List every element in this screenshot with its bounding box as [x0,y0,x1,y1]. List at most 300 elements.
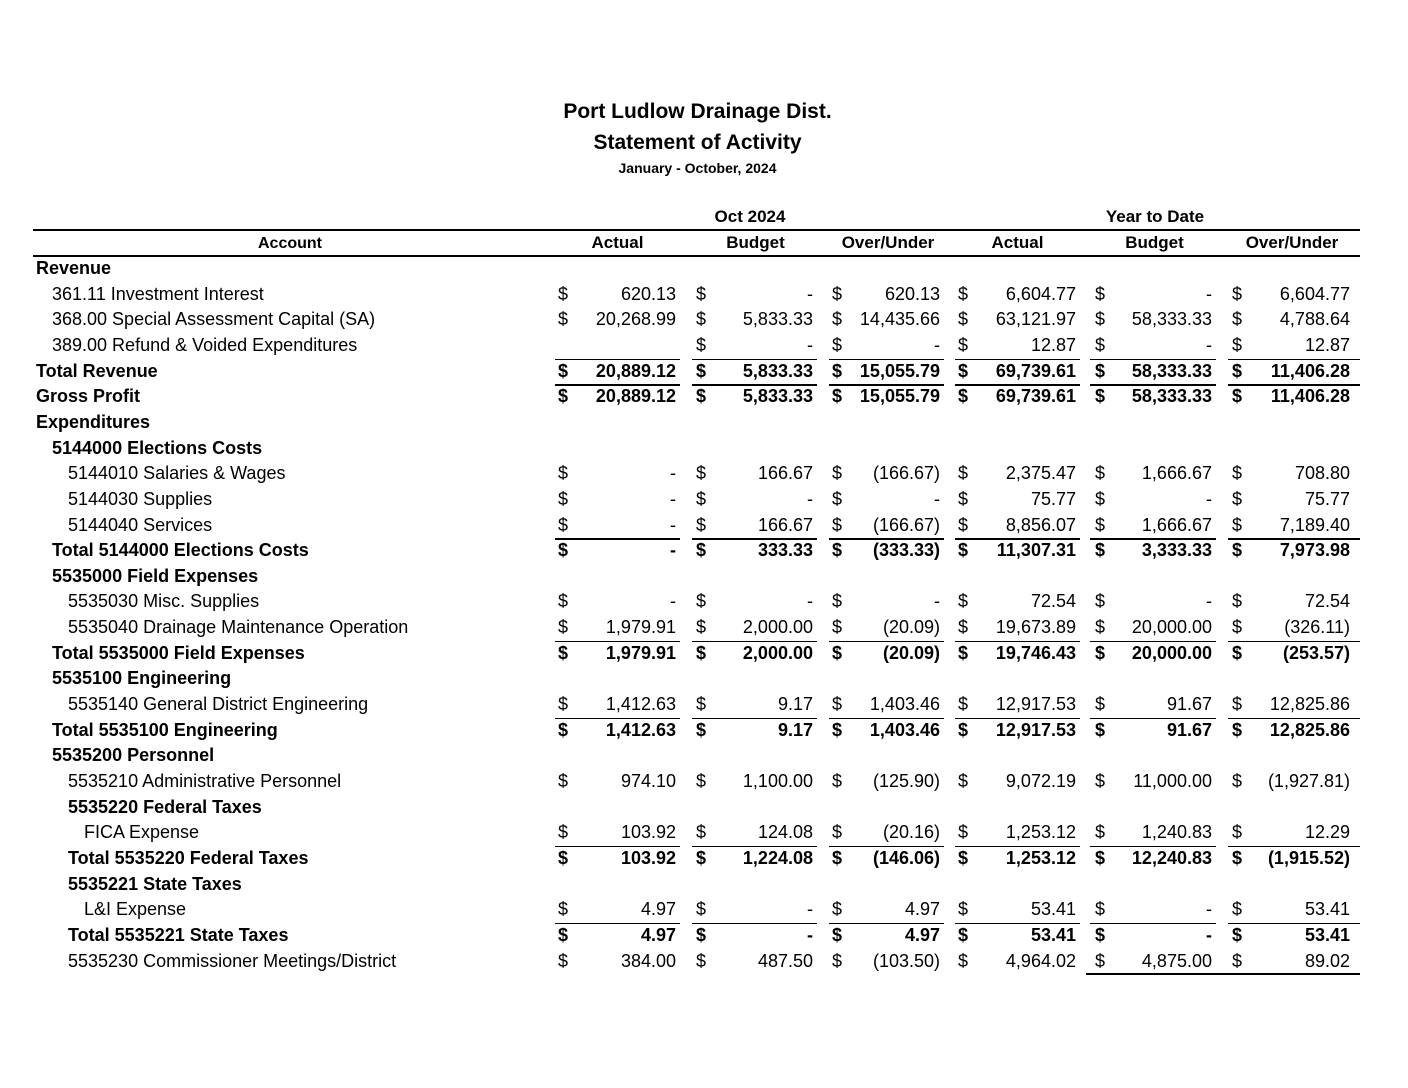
actual-value: - [670,514,676,535]
total-row [0,718,1408,743]
account-name: 5144000 Elections Costs [52,437,263,458]
over-under-value: (20.09) [882,642,940,663]
account-name: Total 5535100 Engineering [52,719,278,740]
total-rule [692,538,817,540]
table-row [0,513,1408,538]
ytd-actual-currency-symbol: $ [958,283,969,304]
total-rule [692,718,817,720]
total-rule [829,641,944,643]
total-row [0,538,1408,563]
total-rule [1090,641,1216,643]
ytd-over-under-value: (1,915.52) [1267,847,1350,868]
total-row [0,384,1408,409]
total-rule [555,641,680,643]
total-rule [1228,641,1360,643]
ytd-actual-value: 53.41 [1030,924,1076,945]
col-header-actual: Actual [591,233,644,252]
over-under-value: (20.09) [882,617,940,638]
ytd-actual-currency-symbol: $ [958,463,969,484]
ytd-budget-currency-symbol: $ [1095,617,1106,638]
budget-value: 5,833.33 [742,360,813,381]
over-under-value: (166.67) [872,463,940,484]
over-under-currency-symbol: $ [832,950,843,971]
section-header-row [0,872,1408,897]
budget-currency-symbol: $ [696,719,707,740]
ytd-over-under-currency-symbol: $ [1232,642,1243,663]
ytd-over-under-value: (1,927.81) [1267,771,1350,791]
account-name: Total 5535221 State Taxes [68,924,289,945]
ytd-actual-currency-symbol: $ [958,386,969,407]
ytd-over-under-currency-symbol: $ [1232,360,1243,381]
ytd-budget-currency-symbol: $ [1095,694,1106,715]
budget-currency-symbol: $ [696,591,707,612]
ytd-over-under-value: 12,825.86 [1269,719,1350,740]
ytd-over-under-value: 12,825.86 [1269,694,1350,715]
over-under-currency-symbol: $ [832,822,843,843]
ytd-actual-value: 12,917.53 [995,719,1076,740]
ytd-budget-value: 58,333.33 [1131,360,1212,381]
over-under-currency-symbol: $ [832,924,843,945]
ytd-actual-value: 12.87 [1030,334,1076,355]
ytd-actual-value: 72.54 [1030,591,1076,612]
ytd-budget-currency-symbol: $ [1095,899,1106,920]
budget-currency-symbol: $ [696,694,707,715]
budget-value: - [807,924,813,945]
ytd-actual-currency-symbol: $ [958,334,969,355]
budget-value: 9.17 [777,694,813,715]
total-rule [1228,384,1360,386]
budget-value: 2,000.00 [742,617,813,638]
actual-currency-symbol: $ [558,899,569,920]
ytd-actual-currency-symbol: $ [958,488,969,509]
over-under-currency-symbol: $ [832,514,843,535]
ytd-actual-value: 4,964.02 [1005,950,1076,971]
ytd-budget-value: 91.67 [1166,719,1212,740]
budget-value: - [807,334,813,355]
ytd-over-under-currency-symbol: $ [1232,899,1243,920]
actual-currency-symbol: $ [558,360,569,381]
actual-currency-symbol: $ [558,386,569,407]
ytd-actual-currency-symbol: $ [958,309,969,330]
section-header-row [0,436,1408,461]
actual-value: 20,889.12 [595,360,676,381]
ytd-over-under-currency-symbol: $ [1232,591,1243,612]
account-name: Expenditures [36,411,151,432]
total-rule [555,846,680,848]
ytd-actual-currency-symbol: $ [958,719,969,740]
ytd-over-under-currency-symbol: $ [1232,617,1243,638]
ytd-budget-value: 3,333.33 [1141,540,1212,561]
budget-currency-symbol: $ [696,463,707,484]
ytd-budget-value: - [1206,924,1212,945]
ytd-budget-value: 4,875.00 [1141,950,1212,971]
ytd-over-under-currency-symbol: $ [1232,283,1243,304]
section-header-row [0,256,1408,281]
actual-value: - [670,463,676,484]
budget-currency-symbol: $ [696,514,707,535]
over-under-value: 620.13 [884,283,940,304]
ytd-budget-currency-symbol: $ [1095,924,1106,945]
over-under-currency-symbol: $ [832,283,843,304]
ytd-budget-value: 1,666.67 [1141,463,1212,484]
over-under-currency-symbol: $ [832,360,843,381]
col-header-ytd-over-under: Over/Under [1245,233,1339,252]
table-row [0,333,1408,358]
ytd-budget-value: - [1206,591,1212,612]
total-rule [1090,384,1216,386]
actual-value: 384.00 [620,950,676,971]
ytd-actual-currency-symbol: $ [958,360,969,381]
ytd-over-under-currency-symbol: $ [1232,719,1243,740]
total-row [0,846,1408,871]
over-under-value: - [934,488,940,509]
ytd-actual-value: 75.77 [1030,488,1076,509]
actual-currency-symbol: $ [558,463,569,484]
over-under-currency-symbol: $ [832,591,843,612]
col-header-ytd-actual: Actual [991,233,1044,252]
actual-currency-symbol: $ [558,771,569,791]
over-under-value: (20.16) [882,822,940,843]
account-name: 389.00 Refund & Voided Expenditures [52,334,358,355]
ytd-budget-value: 20,000.00 [1131,617,1212,638]
account-name: Total 5144000 Elections Costs [52,540,309,561]
over-under-value: 1,403.46 [869,694,940,715]
ytd-budget-value: - [1206,283,1212,304]
total-rule [1228,846,1360,848]
actual-value: - [670,540,676,561]
actual-value: 20,889.12 [595,386,676,407]
total-rule [555,359,680,361]
account-name: Gross Profit [36,386,141,407]
over-under-currency-symbol: $ [832,899,843,920]
ytd-budget-currency-symbol: $ [1095,771,1106,791]
ytd-budget-currency-symbol: $ [1095,309,1106,330]
total-rule [955,923,1080,925]
budget-value: 5,833.33 [742,386,813,407]
ytd-budget-value: 58,333.33 [1131,309,1212,330]
report-subtitle: Statement of Activity [593,131,802,154]
actual-value: 103.92 [620,822,676,843]
over-under-value: 4.97 [904,899,940,920]
budget-currency-symbol: $ [696,822,707,843]
ytd-actual-value: 6,604.77 [1005,283,1076,304]
ytd-actual-currency-symbol: $ [958,771,969,791]
ytd-over-under-currency-symbol: $ [1232,309,1243,330]
table-row [0,461,1408,486]
total-rule [692,641,817,643]
total-rule [955,846,1080,848]
col-header-budget: Budget [726,233,785,252]
total-rule [1228,923,1360,925]
ytd-closing-rule [1086,973,1360,975]
ytd-over-under-value: 72.54 [1304,591,1350,612]
total-rule [692,359,817,361]
over-under-currency-symbol: $ [832,694,843,715]
ytd-actual-currency-symbol: $ [958,694,969,715]
budget-currency-symbol: $ [696,899,707,920]
ytd-over-under-currency-symbol: $ [1232,540,1243,561]
ytd-actual-value: 1,253.12 [1005,822,1076,843]
ytd-over-under-value: 11,406.28 [1270,360,1350,381]
section-header-row [0,795,1408,820]
total-rule [955,538,1080,540]
account-name: L&I Expense [84,899,187,920]
ytd-budget-currency-symbol: $ [1095,514,1106,535]
over-under-value: (103.50) [872,950,940,971]
ytd-budget-currency-symbol: $ [1095,822,1106,843]
budget-currency-symbol: $ [696,488,707,509]
budget-value: 487.50 [757,950,813,971]
budget-value: 124.08 [757,822,813,843]
ytd-over-under-value: 53.41 [1304,924,1350,945]
over-under-currency-symbol: $ [832,463,843,484]
over-under-value: 14,435.66 [859,309,940,330]
actual-value: 1,412.63 [605,694,676,715]
budget-currency-symbol: $ [696,950,707,971]
table-row [0,897,1408,922]
over-under-currency-symbol: $ [832,771,843,791]
account-name: 368.00 Special Assessment Capital (SA) [52,309,376,330]
account-name: 5144030 Supplies [68,488,213,509]
ytd-budget-value: 1,666.67 [1141,514,1212,535]
section-header-row [0,564,1408,589]
ytd-budget-currency-symbol: $ [1095,847,1106,868]
budget-currency-symbol: $ [696,360,707,381]
ytd-over-under-value: 6,604.77 [1279,283,1350,304]
ytd-budget-value: 1,240.83 [1141,822,1212,843]
over-under-currency-symbol: $ [832,847,843,868]
total-rule [955,359,1080,361]
header-top-rule [33,229,1360,231]
table-row [0,692,1408,717]
total-row [0,923,1408,948]
account-name: 5535140 General District Engineering [68,694,369,715]
ytd-budget-value: - [1206,899,1212,920]
total-rule [955,384,1080,386]
ytd-budget-value: - [1206,488,1212,509]
ytd-actual-currency-symbol: $ [958,899,969,920]
col-header-ytd-budget: Budget [1125,233,1184,252]
budget-value: 166.67 [757,514,813,535]
report-title: Port Ludlow Drainage Dist. [563,100,832,123]
actual-value: 1,979.91 [605,642,676,663]
ytd-over-under-currency-symbol: $ [1232,386,1243,407]
over-under-value: 1,403.46 [869,719,940,740]
actual-value: - [670,591,676,612]
total-rule [829,384,944,386]
total-rule [1090,846,1216,848]
ytd-actual-currency-symbol: $ [958,950,969,971]
ytd-budget-currency-symbol: $ [1095,334,1106,355]
total-rule [555,923,680,925]
ytd-over-under-currency-symbol: $ [1232,771,1243,791]
actual-currency-symbol: $ [558,488,569,509]
budget-currency-symbol: $ [696,617,707,638]
ytd-actual-value: 53.41 [1030,899,1076,920]
group-header-month: Oct 2024 [714,207,786,226]
total-rule [1228,359,1360,361]
ytd-budget-value: - [1206,334,1212,355]
account-name: 361.11 Investment Interest [52,283,264,304]
total-rule [1228,538,1360,540]
budget-value: - [807,899,813,920]
ytd-over-under-value: 11,406.28 [1270,386,1350,407]
actual-currency-symbol: $ [558,642,569,663]
ytd-budget-value: 12,240.83 [1131,847,1212,868]
budget-value: 5,833.33 [742,309,813,330]
budget-value: 9.17 [777,719,813,740]
over-under-value: - [934,591,940,612]
ytd-budget-currency-symbol: $ [1095,283,1106,304]
actual-value: 4.97 [640,924,676,945]
table-row [0,769,1408,794]
account-name: Total 5535000 Field Expenses [52,642,305,663]
ytd-over-under-currency-symbol: $ [1232,822,1243,843]
total-rule [692,384,817,386]
account-name: Revenue [36,258,112,278]
ytd-actual-value: 2,375.47 [1005,463,1076,484]
account-name: Total 5535220 Federal Taxes [68,847,309,868]
ytd-over-under-value: 7,189.40 [1279,514,1350,535]
account-name: 5535230 Commissioner Meetings/District [68,950,397,971]
ytd-actual-value: 19,746.43 [995,642,1076,663]
table-row [0,282,1408,307]
total-rule [829,538,944,540]
ytd-actual-value: 8,856.07 [1005,514,1076,535]
actual-value: 20,268.99 [595,309,676,330]
total-rule [829,359,944,361]
account-name: 5144040 Services [68,514,213,535]
total-rule [555,718,680,720]
ytd-budget-currency-symbol: $ [1095,386,1106,407]
ytd-actual-currency-symbol: $ [958,617,969,638]
budget-value: 2,000.00 [742,642,813,663]
total-rule [829,923,944,925]
ytd-budget-currency-symbol: $ [1095,488,1106,509]
ytd-actual-currency-symbol: $ [958,591,969,612]
account-name: FICA Expense [84,822,200,843]
actual-currency-symbol: $ [558,822,569,843]
account-name: 5535000 Field Expenses [52,565,259,586]
ytd-budget-currency-symbol: $ [1095,719,1106,740]
ytd-over-under-value: 708.80 [1294,463,1350,484]
over-under-currency-symbol: $ [832,617,843,638]
table-row [0,589,1408,614]
over-under-value: (125.90) [872,771,940,791]
table-row [0,820,1408,845]
ytd-actual-value: 63,121.97 [995,309,1076,330]
budget-currency-symbol: $ [696,283,707,304]
ytd-over-under-currency-symbol: $ [1232,950,1243,971]
actual-currency-symbol: $ [558,309,569,330]
table-row [0,615,1408,640]
over-under-value: 4.97 [904,924,940,945]
ytd-actual-value: 1,253.12 [1005,847,1076,868]
budget-currency-symbol: $ [696,847,707,868]
budget-value: 1,100.00 [742,771,813,791]
ytd-over-under-value: 4,788.64 [1279,309,1350,330]
actual-value: 4.97 [640,899,676,920]
budget-currency-symbol: $ [696,386,707,407]
total-rule [1090,923,1216,925]
over-under-value: (333.33) [872,540,940,561]
ytd-budget-value: 20,000.00 [1131,642,1212,663]
account-name: 5535221 State Taxes [68,873,242,894]
total-row [0,359,1408,384]
col-header-over-under: Over/Under [841,233,935,252]
section-header-row [0,666,1408,691]
actual-value: 1,979.91 [605,617,676,638]
actual-currency-symbol: $ [558,540,569,561]
actual-currency-symbol: $ [558,694,569,715]
actual-currency-symbol: $ [558,950,569,971]
ytd-actual-currency-symbol: $ [958,642,969,663]
ytd-over-under-currency-symbol: $ [1232,514,1243,535]
over-under-value: (146.06) [872,847,940,868]
over-under-currency-symbol: $ [832,540,843,561]
ytd-over-under-currency-symbol: $ [1232,463,1243,484]
table-row [0,307,1408,332]
ytd-budget-currency-symbol: $ [1095,950,1106,971]
ytd-budget-currency-symbol: $ [1095,591,1106,612]
budget-currency-symbol: $ [696,771,707,791]
section-header-row [0,743,1408,768]
ytd-budget-currency-symbol: $ [1095,540,1106,561]
actual-currency-symbol: $ [558,514,569,535]
budget-value: - [807,283,813,304]
account-name: 5535220 Federal Taxes [68,796,262,817]
actual-currency-symbol: $ [558,591,569,612]
ytd-actual-value: 11,307.31 [996,540,1076,561]
over-under-currency-symbol: $ [832,386,843,407]
account-name: 5535210 Administrative Personnel [68,771,342,791]
ytd-actual-currency-symbol: $ [958,847,969,868]
total-row [0,641,1408,666]
budget-value: 1,224.08 [742,847,813,868]
ytd-actual-currency-symbol: $ [958,514,969,535]
total-rule [1090,538,1216,540]
group-header-ytd: Year to Date [1105,207,1205,226]
actual-currency-symbol: $ [558,847,569,868]
budget-currency-symbol: $ [696,924,707,945]
account-name: 5535030 Misc. Supplies [68,591,260,612]
ytd-actual-currency-symbol: $ [958,924,969,945]
ytd-over-under-currency-symbol: $ [1232,847,1243,868]
account-name: 5144010 Salaries & Wages [68,463,286,484]
ytd-over-under-value: 12.29 [1304,822,1350,843]
ytd-over-under-currency-symbol: $ [1232,488,1243,509]
over-under-value: - [934,334,940,355]
ytd-over-under-value: 7,973.98 [1279,540,1350,561]
budget-currency-symbol: $ [696,642,707,663]
total-rule [829,718,944,720]
account-name: 5535040 Drainage Maintenance Operation [68,617,409,638]
ytd-actual-value: 12,917.53 [995,694,1076,715]
account-name: 5535200 Personnel [52,745,215,766]
table-row [0,487,1408,512]
actual-currency-symbol: $ [558,617,569,638]
actual-value: - [670,488,676,509]
budget-currency-symbol: $ [696,334,707,355]
total-rule [1228,718,1360,720]
ytd-actual-currency-symbol: $ [958,540,969,561]
ytd-over-under-value: 53.41 [1304,899,1350,920]
over-under-value: 15,055.79 [859,386,940,407]
total-rule [692,923,817,925]
ytd-actual-value: 69,739.61 [995,360,1076,381]
budget-value: 166.67 [757,463,813,484]
budget-currency-symbol: $ [696,309,707,330]
